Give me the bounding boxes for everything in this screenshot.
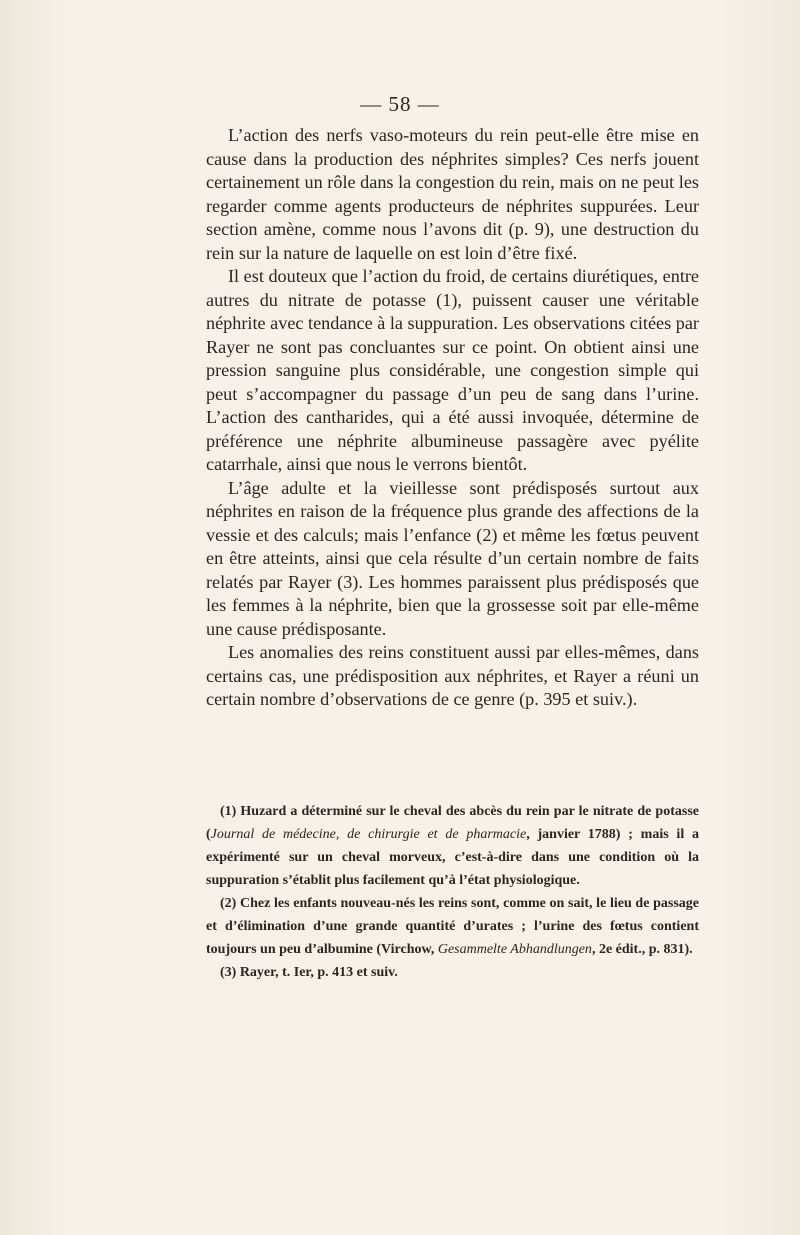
footnote-2-text: (2) Chez les enfants nouveau-nés les reins sont, comme on sait, le lieu de passage et d’élimination d’une grande quantité d’urates ; l’urine des fœtus contient toujours un peu d’albumine (Virchow, (206, 896, 699, 957)
paragraph-2: Il est douteux que l’action du froid, de certains diurétiques, entre autres du nitrate de potasse (1), puissent causer une véritable néphrite avec tendance à la suppuration. Les observations citées par Rayer ne sont pas concluantes sur ce point. On obtient ainsi une pression sanguine plus considérable, une congestion simple qui peut s’accompagner du passage d’un peu de sang dans l’urine. L’action des cantharides, qui a été aussi invoquée, détermine de préférence une néphrite albumineuse passagère avec pyélite catarrhale, ainsi que nous le verrons bientôt. (206, 266, 699, 474)
paragraph-3: L’âge adulte et la vieillesse sont prédisposés surtout aux néphrites en raison de la fréquence plus grande des affections de la vessie et des calculs; mais l’enfance (2) et même les fœtus peuvent en être atteints, ainsi que cela résulte d’un certain nombre de faits relatés par Rayer (3). Les hommes paraissent plus prédisposés que les femmes à la néphrite, bien que la grossesse soit par elle-même une cause prédisposante. (206, 477, 699, 639)
footnotes (206, 800, 699, 984)
footnote-1-journal-title: Journal de médecine, de chirurgie et de pharmacie (210, 827, 527, 842)
body-text (206, 124, 699, 712)
footnote-1-text-end: , janvier 1788) ; mais il a expérimenté sur un cheval morveux, c’est-à-dire dans une condition où la suppuration s’établit plus facilement qu’à l’état physiologique. (206, 827, 699, 888)
footnote-3: (3) Rayer, t. Ier, p. 413 et suiv. (220, 965, 398, 980)
page-number: — 58 — (360, 92, 440, 116)
footnote-1-text: (1) Huzard a déterminé sur le cheval des abcès du rein par le nitrate de potasse ( (206, 804, 699, 842)
paragraph-1: L’action des nerfs vaso-moteurs du rein peut-elle être mise en cause dans la production des néphrites simples? Ces nerfs jouent certainement un rôle dans la congestion du rein, mais on ne peut les regarder comme agents producteurs de néphrites suppurées. Leur section amène, comme nous l’avons dit (p. 9), une destruction du rein sur la nature de laquelle on est loin d’être fixé. (206, 125, 699, 263)
footnote-2 (206, 892, 699, 961)
footnote-2-text-end: , 2e édit., p. 831). (591, 942, 693, 957)
paragraph-4: Les anomalies des reins constituent aussi par elles-mêmes, dans certains cas, une prédisposition aux néphrites, et Rayer a réuni un certain nombre d’observations de ce genre (p. 395 et suiv.). (206, 642, 699, 709)
footnote-2-book-title: Gesammelte Abhandlungen (437, 942, 592, 957)
footnote-1 (206, 800, 699, 892)
